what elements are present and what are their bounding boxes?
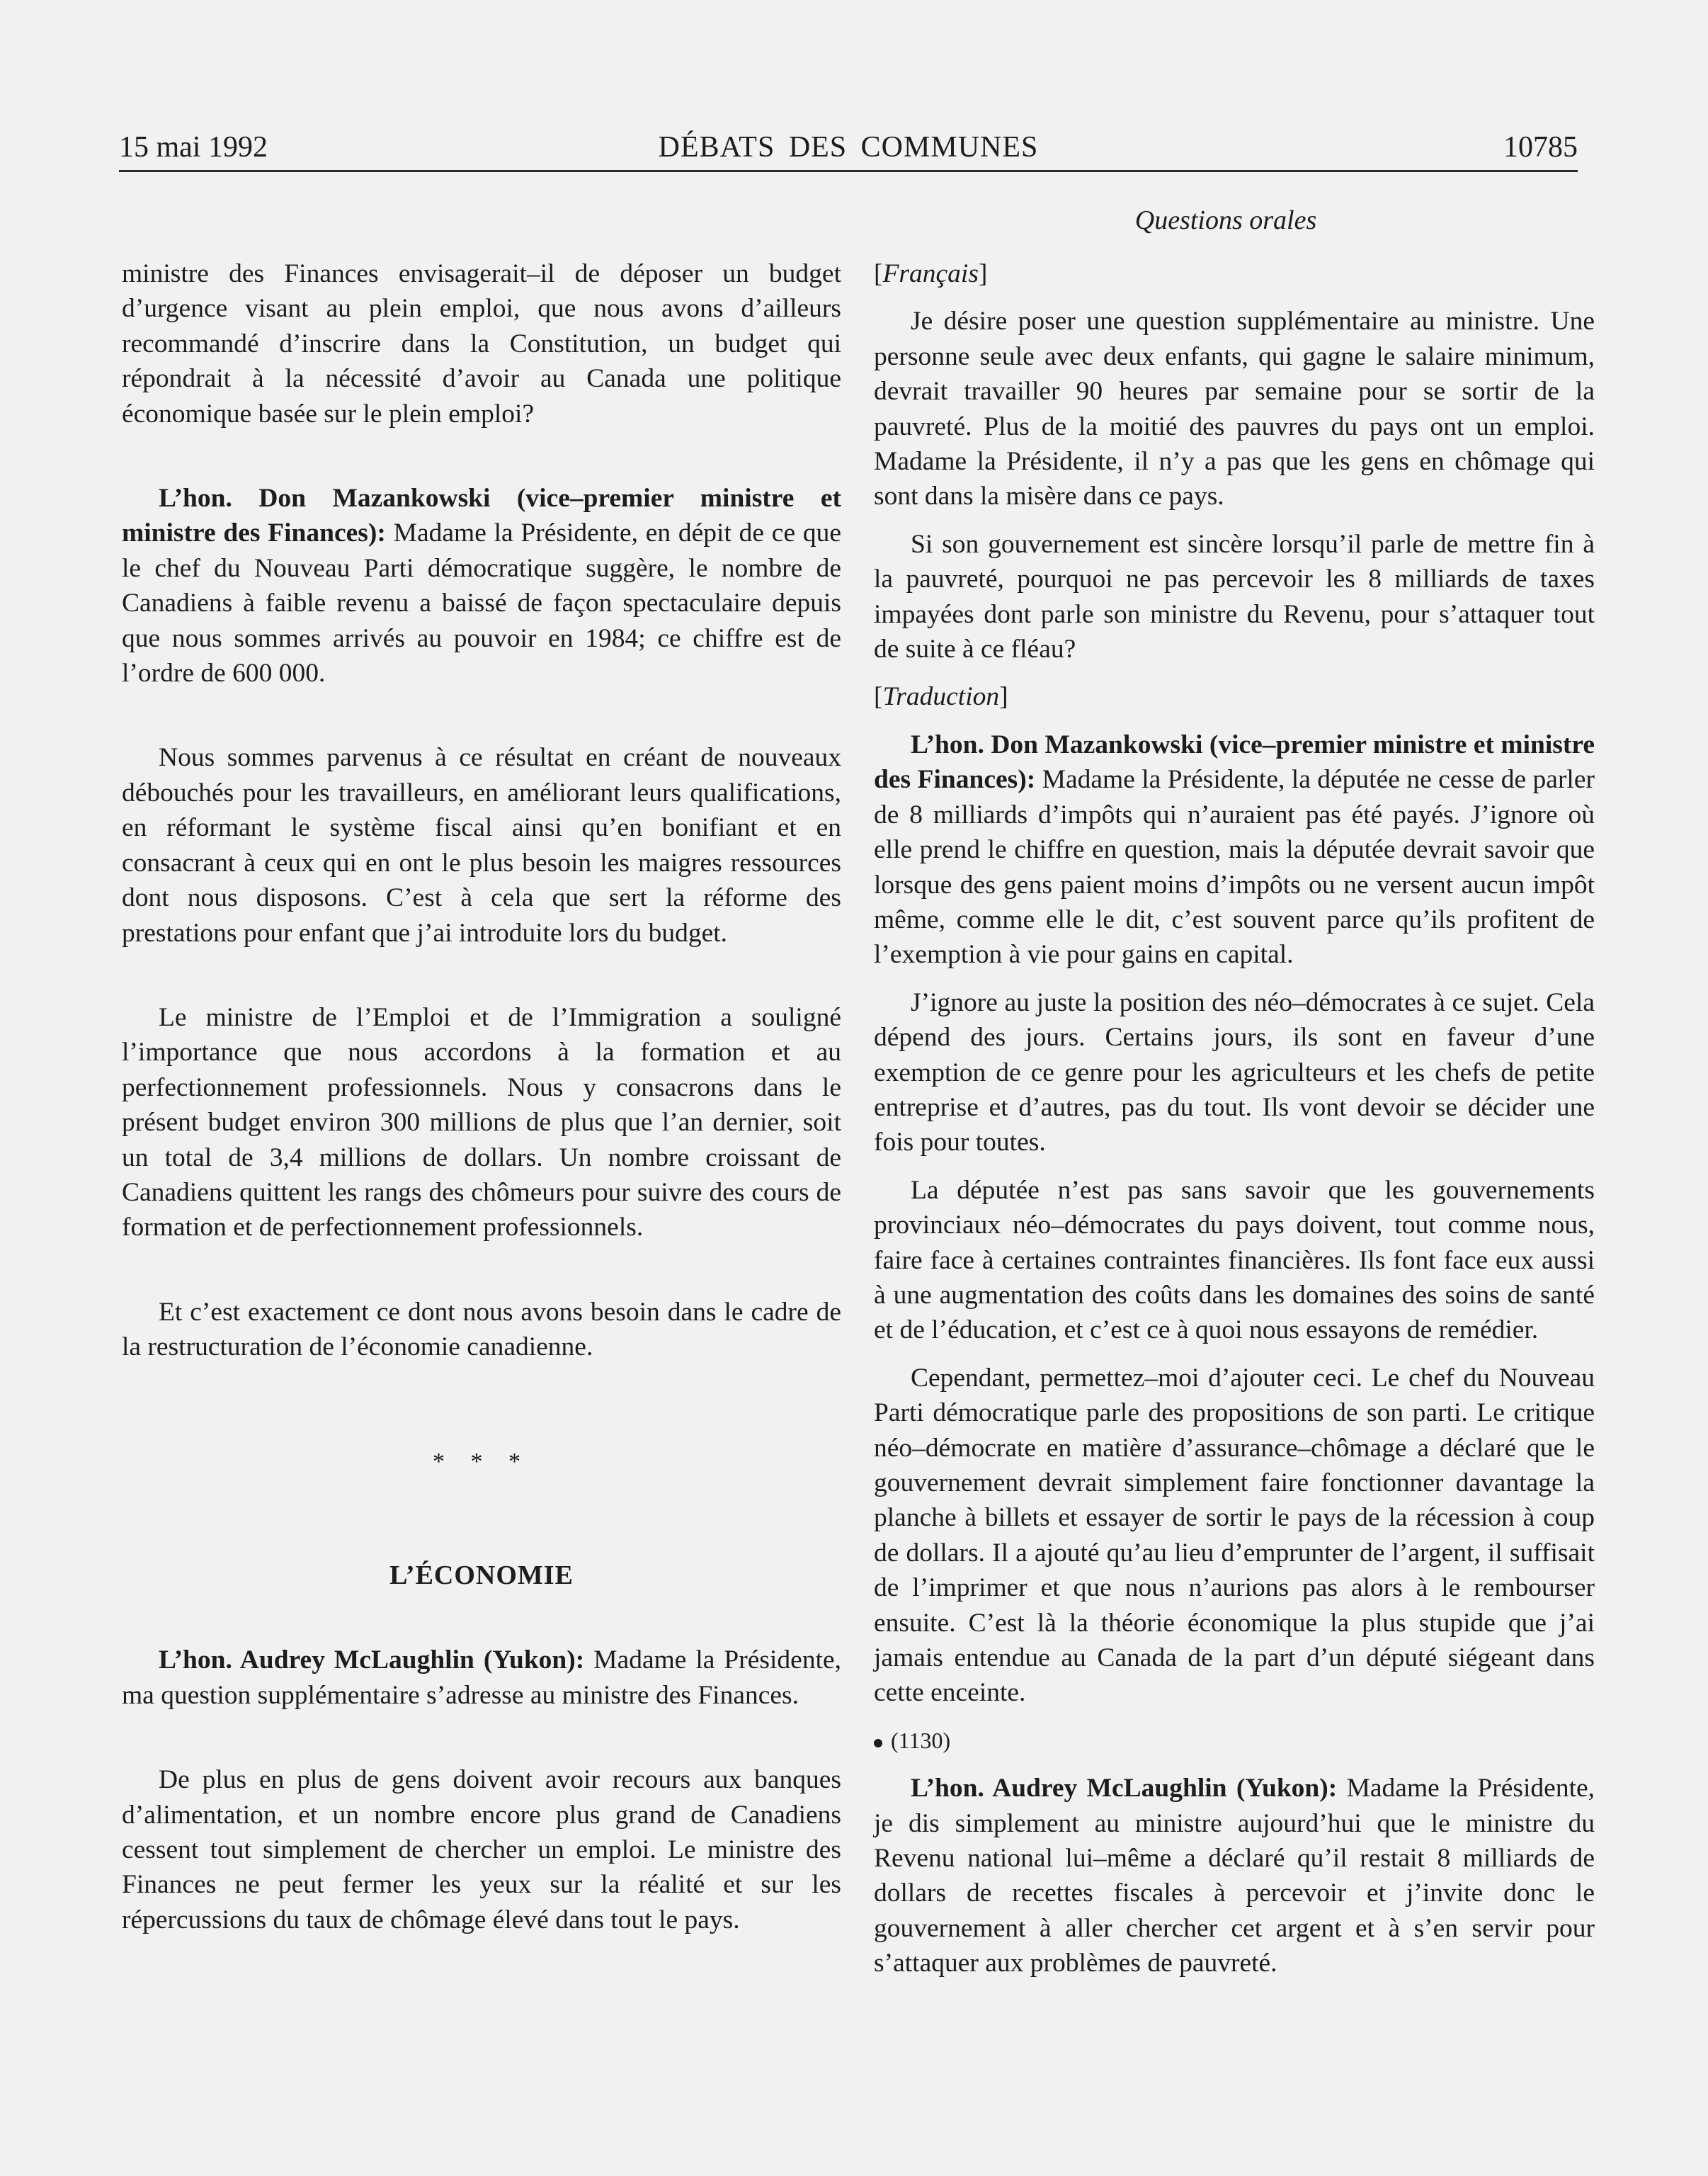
speaker-name: L’hon. Don Mazankowski (vice–premier ministre et ministre des Finances): bbox=[122, 484, 841, 548]
left-paragraph-2 bbox=[122, 481, 841, 691]
left-paragraph-5: Et c’est exactement ce dont nous avons besoin dans le cadre de la restructuration de l’économie canadienne. bbox=[122, 1297, 841, 1362]
left-paragraph-6 bbox=[122, 1643, 841, 1713]
section-label: Questions orales bbox=[1134, 205, 1317, 235]
speech-text: Madame la Présidente, en dépit de ce que le chef du Nouveau Parti démocratique suggère, le nombre de Canadiens à faible revenu a baissé de façon spectaculaire depuis que nous sommes arrivés au pouvoir en 1984; ce chiffre est de l’ordre de 600 000. bbox=[122, 518, 841, 688]
right-paragraph-4: J’ignore au juste la position des néo–démocrates à ce sujet. Cela dépend des jours. Certains jours, ils sont en faveur d’une exemption de ce genre pour les agriculteurs et les chefs de petite entreprise et d’autres, pas du tout. Ils vont devoir se décider une fois pour toutes. bbox=[874, 987, 1595, 1157]
header-page-number: 10785 bbox=[1503, 131, 1578, 164]
left-paragraph-7: De plus en plus de gens doivent avoir recours aux banques d’alimentation, et un nombre encore plus grand de Canadiens cessent tout simplement de chercher un emploi. Le ministre des Finances ne peut fermer les yeux sur la réalité et sur les répercussions du taux de chômage élevé dans tout le pays. bbox=[122, 1765, 841, 1934]
right-paragraph-3 bbox=[874, 727, 1595, 973]
language-tag: [Traduction] bbox=[874, 682, 1008, 712]
speech-text: Madame la Présidente, ma question supplémentaire s’adresse au ministre des Finances. bbox=[122, 1645, 842, 1710]
header-date: 15 mai 1992 bbox=[119, 131, 268, 164]
section-heading: L’ÉCONOMIE bbox=[389, 1560, 574, 1590]
bullet-icon bbox=[874, 1739, 882, 1747]
language-tag: [Français] bbox=[874, 259, 988, 288]
speech-text: Madame la Présidente, la députée ne cesse de parler de 8 milliards d’impôts qui n’auraient pas été payés. J’ignore où elle prend le chiffre en question, mais la députée devrait savoir que lorsque des gens paient moins d’impôts ou ne versent aucun impôt même, comme elle le dit, c’est souvent parce qu’ils profitent de l’exemption à vie pour gains en capital. bbox=[874, 765, 1595, 970]
right-paragraph-6: Cependant, permettez–moi d’ajouter ceci. Le chef du Nouveau Parti démocratique parle des propositions de son parti. Le critique néo–démocrate en matière d’assurance–chômage a déclaré que le gouvernement devrait simplement faire fonctionner davantage la planche à billets et essayer de sortir le pays de la récession à coup de dollars. Il a ajouté qu’au lieu d’emprunter de l’argent, il suffisait de l’imprimer et que nous n’aurions pas alors à le rembourser ensuite. C’est là la théorie économique la plus stupide que j’ai jamais entendue au Canada de la part d’un député siégeant dans cette enceinte. bbox=[874, 1363, 1595, 1708]
time-marker bbox=[874, 1723, 1595, 1758]
right-paragraph-5: La députée n’est pas sans savoir que les gouvernements provinciaux néo–démocrates du pays doivent, tout comme nous, faire face à certaines contraintes financières. Ils font face eux aussi à une augmentation des coûts dans les domaines des soins de santé et de l’éducation, et c’est ce à quoi nous essayons de remédier. bbox=[874, 1175, 1595, 1345]
header-title: DÉBATS DES COMMUNES bbox=[658, 131, 1039, 164]
language-tag-text: Français bbox=[882, 259, 979, 288]
language-tag-text: Traduction bbox=[882, 682, 1000, 712]
left-paragraph-3: Nous sommes parvenus à ce résultat en créant de nouveaux débouchés pour les travailleurs, en améliorant leurs qualifications, en réformant le système fiscal ainsi qu’en bonifiant et en consacrant à ceux qui en ont le plus besoin les maigres ressources dont nous disposons. C’est à cela que sert la réforme des prestations pour enfant que j’ai introduite lors du budget. bbox=[122, 743, 841, 948]
left-paragraph-1: ministre des Finances envisagerait–il de déposer un budget d’urgence visant au plein emploi, que nous avons d’ailleurs recommandé d’inscrire dans la Constitution, un budget qui répondrait à la nécessité d’avoir au Canada une politique économique basée sur le plein emploi? bbox=[122, 259, 841, 429]
speaker-name: L’hon. Don Mazankowski (vice–premier ministre et ministre des Finances): bbox=[874, 730, 1595, 795]
time-marker-text: (1130) bbox=[891, 1727, 951, 1753]
header-rule bbox=[119, 170, 1578, 172]
left-column bbox=[122, 256, 841, 1937]
right-paragraph-1: Je désire poser une question supplémentaire au ministre. Une personne seule avec deux enfants, qui gagne le salaire minimum, devrait travailler 90 heures par semaine pour se sortir de la pauvreté. Plus de la moitié des pauvres du pays ont un emploi. Madame la Présidente, il n’y a pas que les gens en chômage qui sont dans la misère dans ce pays. bbox=[874, 307, 1595, 511]
right-paragraph-2: Si son gouvernement est sincère lorsqu’il parle de mettre fin à la pauvreté, pourquoi ne pas percevoir les 8 milliards de taxes impayées dont parle son ministre du Revenu, pour s’attaquer tout de suite à ce fléau? bbox=[874, 529, 1595, 664]
speaker-name: L’hon. Audrey McLaughlin (Yukon): bbox=[911, 1774, 1338, 1803]
speaker-name: L’hon. Audrey McLaughlin (Yukon): bbox=[159, 1645, 585, 1675]
page-header bbox=[119, 128, 1578, 170]
speech-text: Madame la Présidente, je dis simplement au ministre aujourd’hui que le ministre du Revenu national lui–même a déclaré qu’il restait 8 milliards de dollars de recettes fiscales à percevoir et j’invite donc le gouvernement à aller chercher cet argent et à s’en servir pour s’attaquer aux problèmes de pauvreté. bbox=[874, 1774, 1595, 1978]
right-column bbox=[874, 256, 1595, 1981]
left-paragraph-4: Le ministre de l’Emploi et de l’Immigration a souligné l’importance que nous accordons à la formation et au perfectionnement professionnels. Nous y consacrons dans le présent budget environ 300 millions de plus que l’an dernier, soit un total de 3,4 millions de dollars. Un nombre croissant de Canadiens quittent les rangs des chômeurs pour suivre des cours de formation et de perfectionnement professionnels. bbox=[122, 1002, 841, 1242]
right-paragraph-7 bbox=[874, 1771, 1595, 1980]
section-separator: * * * bbox=[433, 1448, 530, 1475]
